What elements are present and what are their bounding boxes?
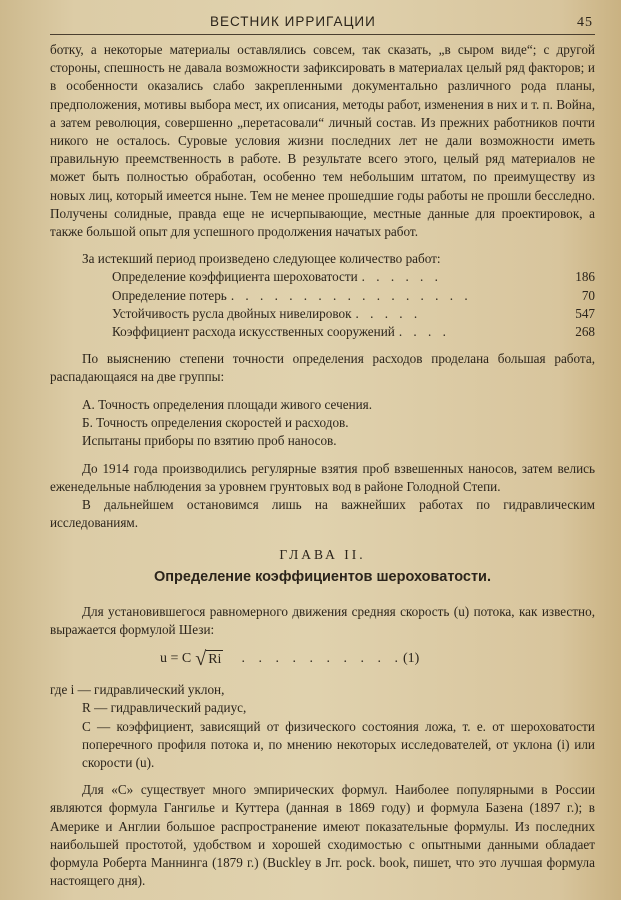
group-item: Б. Точность определения скоростей и расходов. xyxy=(82,415,349,431)
chezy-formula xyxy=(160,647,595,671)
works-label: Коэффициент расхода искусственных сооружений xyxy=(112,324,395,340)
works-dots: . . . . . . xyxy=(361,269,442,285)
history-paragraph: До 1914 года производились регулярные взятия проб взвешенных наносов, затем велись еженедельные наблюдения за уровнем грунтовых вод в районе Голодной Степи. xyxy=(50,460,595,495)
chapter-label: ГЛАВА II. xyxy=(279,546,366,562)
works-row xyxy=(112,323,595,341)
radical-sign-icon: √ xyxy=(195,648,207,671)
works-row xyxy=(112,268,595,286)
formula-dots: . . . . . . . . . . xyxy=(241,651,403,667)
formula-intro: Для установившегося равномерного движения средняя скорость (u) потока, как известно, выражается формулой Шези: xyxy=(50,603,595,637)
works-dots: . . . . . xyxy=(355,305,422,321)
definition-item: R — гидравлический радиус, xyxy=(82,700,247,716)
groups-list xyxy=(82,396,595,451)
journal-title: ВЕСТНИК ИРРИГАЦИИ xyxy=(210,14,376,29)
formula-lhs: u = C xyxy=(160,651,192,667)
definitions xyxy=(50,681,595,772)
final-paragraph: Для «C» существует много эмпирических формул. Наиболее популярными в России являются формула Гангилье и Куттера (данная в 1869 году) и формула Базена (1897 г.); в Америке и Англии большое распространение имеют показательные формулы. Из последних наибольшей простотой, удобством и хорошей сходимостью с опытными данными обладает формула Роберта Маннинга (1879 г.) (Buckley в Jrr. pock. book, пишет, что это лучшая формула настоящего дня). xyxy=(50,782,595,889)
works-dots: . . . . xyxy=(398,324,450,340)
intro-paragraph: ботку, а некоторые материалы оставлялись совсем, так сказать, „в сыром виде“; с другой стороны, спешность не давала возможности зафиксировать в материалах целый ряд факторов; и в особенности оказались слабо закрепленными документально различного рода планы, предположения, мотивы выбора мест, их описания, методы работ, изменения в них и т. п. Война, а затем революция, совершенно „перетасовали“ личный состав. Из прежних работников почти никого не осталось. Суровые условия жизни последних лет не дали возможности иметь правильную преемственность в работе. В результате всего этого, целый ряд материалов не может быть полностью обработан, особенно тем небольшим штатом, по преимуществу из новых лиц, который имеется ныне. Тем не менее прошедшие годы работы не прошли бесследно. Получены солидные, правда еще не исчерпывающие, местные данные для проектировок, а также большой опыт для успешного продолжения начатых работ. xyxy=(50,42,595,240)
works-label: Определение потерь xyxy=(112,287,227,303)
works-value: 268 xyxy=(575,324,595,340)
works-list xyxy=(50,250,595,341)
works-value: 70 xyxy=(581,287,595,303)
works-value: 547 xyxy=(575,305,595,321)
accuracy-paragraph: По выяснению степени точности определения расходов проделана большая работа, распадающаяся на две группы: xyxy=(50,351,595,385)
definition-item: C — коэффициент, зависящий от физического состояния ложа, т. е. от шероховатости поперечного профиля потока и, по мнению некоторых исследователей, от уклона (i) или скорости (u). xyxy=(82,718,595,770)
formula-number: (1) xyxy=(402,651,420,667)
running-head xyxy=(50,14,595,35)
square-root xyxy=(195,649,223,669)
definition-item: где i — гидравлический уклон, xyxy=(50,682,225,698)
chapter-title: Определение коэффициентов шероховатости. xyxy=(154,568,491,585)
works-intro: За истекший период произведено следующее количество работ: xyxy=(82,251,441,267)
group-item: Испытаны приборы по взятию проб наносов. xyxy=(82,433,337,449)
works-label: Устойчивость русла двойных нивелировок xyxy=(112,305,352,321)
further-paragraph: В дальнейшем остановимся лишь на важнейших работах по гидравлическим исследованиям. xyxy=(50,497,595,531)
formula-radicand: Ri xyxy=(208,652,222,668)
works-row xyxy=(112,287,595,305)
page-number: 45 xyxy=(577,15,593,30)
works-value: 186 xyxy=(575,269,595,285)
works-label: Определение коэффициента шероховатости xyxy=(112,269,358,285)
works-row xyxy=(112,305,595,323)
group-item: А. Точность определения площади живого сечения. xyxy=(82,396,373,412)
works-dots: . . . . . . . . . . . . . . . . . xyxy=(230,287,472,303)
